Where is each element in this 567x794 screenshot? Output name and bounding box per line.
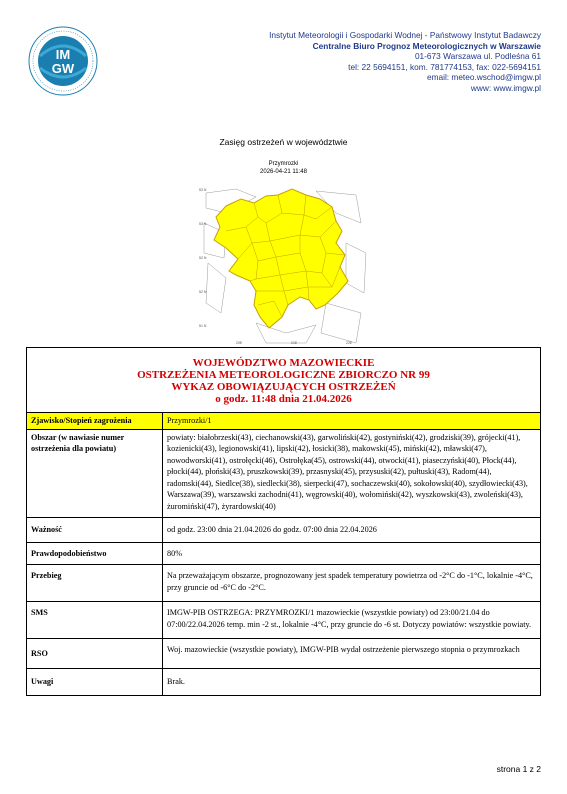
warning-collective-number: OSTRZEŻENIA METEOROLOGICZNE ZBIORCZO NR 99: [137, 369, 430, 381]
warning-table: [26, 347, 541, 696]
phenomenon-label: Zjawisko/Stopień zagrożenia: [27, 413, 163, 430]
warning-issue-time: o godz. 11:48 dnia 21.04.2026: [215, 393, 352, 405]
map-subtitle: [0, 161, 567, 176]
probability-value: 80%: [163, 542, 541, 565]
sms-label: SMS: [27, 602, 163, 639]
header-line3: 01-673 Warszawa ul. Podleśna 61: [414, 51, 541, 62]
page-number: strona 1 z 2: [496, 764, 541, 774]
lat-label: 51 N: [199, 324, 207, 328]
lat-label: 53 N: [199, 188, 207, 192]
warning-voivodeship: WOJEWÓDZTWO MAZOWIECKIE: [192, 357, 375, 369]
rso-label: RSO: [27, 639, 163, 669]
sms-value: IMGW-PIB OSTRZEGA: PRZYMROZKI/1 mazowieckie (wszystkie powiaty) od 23:00/21.04 do 07:00/22.04.2026 temp. min -2 st., lokalnie -4°C, przy gruncie do -6 st. Dotyczy powiatów: wszystkie powiaty.: [163, 602, 541, 639]
map-subtitle-date: 2026-04-21 11:48: [260, 168, 307, 175]
map-subtitle-phenomenon: Przymrozki: [268, 161, 299, 167]
validity-label: Ważność: [27, 518, 163, 543]
remarks-value: Brak.: [163, 668, 541, 696]
header-line4: tel: 22 5694151, kom. 781774153, fax: 022-5694151: [348, 61, 541, 72]
lon-label: 21E: [291, 341, 298, 345]
table-row: [27, 668, 541, 696]
table-row: [27, 639, 541, 669]
lat-label: 52 N: [199, 256, 207, 260]
header-line1: Instytut Meteorologii i Gospodarki Wodnej - Państwowy Instytut Badawczy: [269, 30, 541, 40]
area-value: powiaty: białobrzeski(43), ciechanowski(43), garwoliński(42), gostyniński(42), grodziski(39), grójecki(41), kozienicki(43), legionowski(41), lipski(42), łosicki(38), makowski(45), miński(42), mławski(47), nowodworski(41), ostrołęcki(46), Ostrołęka(45), ostrowski(44), otwocki(41), piaseczyński(40), Płock(44), płocki(44), płoński(43), pruszkowski(39), przasnyski(45), przysuski(42), pułtuski(43), Radom(44), radomski(44), Siedlce(38), siedlecki(38), sierpecki(47), sochaczewski(40), sokołowski(40), szydłowiecki(43), Warszawa(39), warszawski zachodni(41), węgrowski(40), wołomiński(42), wyszkowski(43), zwoleński(43), żuromiński(47), żyrardowski(40): [163, 429, 541, 518]
svg-text:IM: IM: [55, 47, 71, 62]
table-row: [27, 413, 541, 430]
table-row: [27, 429, 541, 518]
header-email[interactable]: email: meteo.wschod@imgw.pl: [426, 72, 541, 83]
header-line2: Centralne Biuro Prognoz Meteorologicznych w Warszawie: [312, 40, 541, 51]
imgw-logo: [28, 26, 98, 96]
lat-label: 53 N: [199, 222, 207, 226]
lon-label: 20E: [236, 341, 243, 345]
map-title: Zasięg ostrzeżeń w województwie: [219, 137, 348, 147]
area-label: Obszar (w nawiasie numer ostrzeżenia dla powiatu): [27, 429, 163, 518]
course-value: Na przeważającym obszarze, prognozowany jest spadek temperatury powietrza od -2°C do -1°C, lokalnie -4°C, przy gruncie od -6°C do -2°C.: [163, 565, 541, 602]
lat-label: 52 N: [199, 290, 207, 294]
warning-list-title: WYKAZ OBOWIĄZUJĄCYCH OSTRZEŻEŃ: [171, 381, 396, 393]
svg-text:GW: GW: [51, 61, 75, 76]
probability-label: Prawdopodobieństwo: [27, 542, 163, 565]
lon-label: 22E: [346, 341, 353, 345]
remarks-label: Uwagi: [27, 668, 163, 696]
warning-map: [196, 183, 368, 345]
header-www[interactable]: www: www.imgw.pl: [470, 82, 541, 93]
table-row: [27, 518, 541, 543]
table-row: [27, 602, 541, 639]
institute-header: [269, 30, 541, 94]
phenomenon-value: Przymrozki/1: [163, 413, 541, 430]
rso-value: Woj. mazowieckie (wszystkie powiaty), IMGW-PIB wydał ostrzeżenie pierwszego stopnia o przymrozkach: [163, 639, 541, 669]
table-row: [27, 542, 541, 565]
warning-heading: [27, 348, 541, 413]
validity-value: od godz. 23:00 dnia 21.04.2026 do godz. 07:00 dnia 22.04.2026: [163, 518, 541, 543]
course-label: Przebieg: [27, 565, 163, 602]
table-row: [27, 565, 541, 602]
